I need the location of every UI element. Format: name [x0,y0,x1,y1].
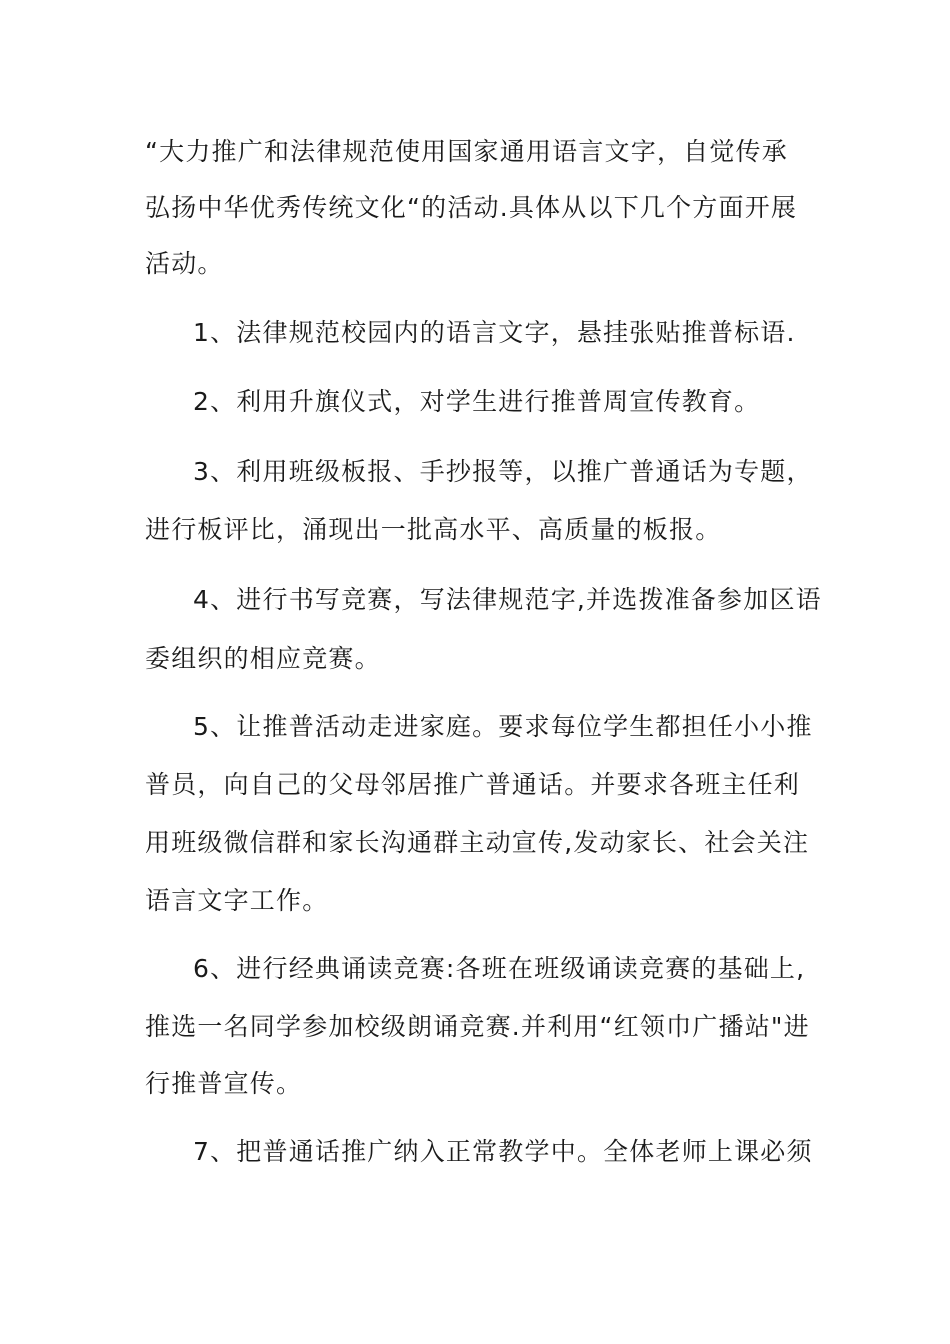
list-item-5: 5、让推普活动走进家庭。要求每位学生都担任小小推 [193,712,813,741]
text-line: 推选一名同学参加校级朗诵竞赛.并利用“红领巾广播站"进 [145,1012,810,1041]
list-item-2: 2、利用升旗仪式，对学生进行推普周宣传教育。 [193,387,761,416]
text-line: 用班级微信群和家长沟通群主动宣传,发动家长、社会关注 [145,828,810,857]
list-item-7: 7、把普通话推广纳入正常教学中。全体老师上课必须 [193,1137,813,1166]
list-item-6: 6、进行经典诵读竞赛:各班在班级诵读竞赛的基础上, [193,954,806,983]
text-line: 行推普宣传。 [145,1069,303,1098]
list-item-1: 1、法律规范校园内的语言文字，悬挂张贴推普标语. [193,318,796,347]
text-line: 弘扬中华优秀传统文化“的活动.具体从以下几个方面开展 [145,193,798,222]
list-item-4: 4、进行书写竞赛，写法律规范字,并选拨准备参加区语 [193,585,822,614]
text-line: 语言文字工作。 [145,886,329,915]
text-line: 活动。 [145,249,224,278]
text-line: “大力推广和法律规范使用国家通用语言文字，自觉传承 [145,137,788,166]
list-item-3: 3、利用班级板报、手抄报等，以推广普通话为专题， [193,457,813,486]
text-line: 普员，向自己的父母邻居推广普通话。并要求各班主任利 [145,770,801,799]
text-line: 进行板评比，涌现出一批高水平、高质量的板报。 [145,515,722,544]
text-line: 委组织的相应竞赛。 [145,644,381,673]
